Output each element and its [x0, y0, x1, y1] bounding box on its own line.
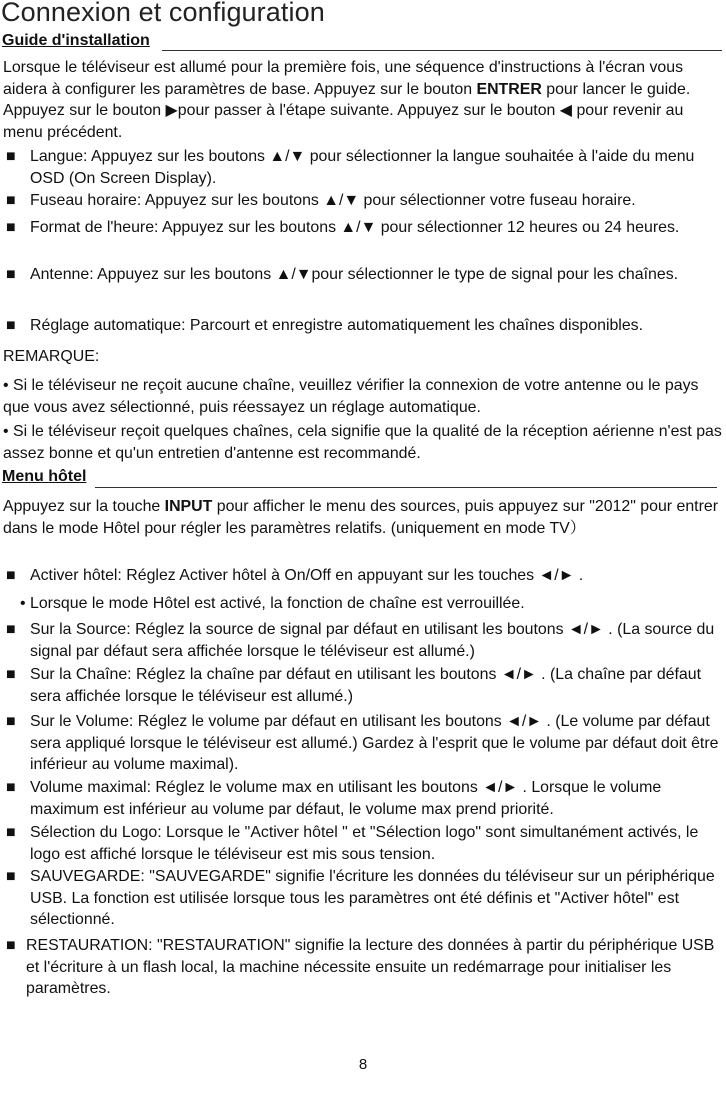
note-label: REMARQUE: [3, 348, 100, 365]
page-title: Connexion et configuration [1, 0, 325, 27]
hotel-item-activer: ■ Activer hôtel: Réglez Activer hôtel à On/Off en appuyant sur les touches ◄/► . [6, 565, 722, 587]
enter-key-label: ENTRER [476, 80, 542, 98]
hotel-item-volume: ■ Sur le Volume: Réglez le volume par défaut en utilisant les boutons ◄/► . (Le volume par défaut sera appliqué lorsque le téléviseur est allumé.) Gardez à l'esprit que le volume par défaut doit être inférieur au volume maximal). [6, 713, 719, 774]
square-bullet-icon: ■ [6, 666, 16, 683]
hotel-item-restauration: ■ RESTAURATION: "RESTAURATION" signifie la lecture des données à partir du périphérique USB et l'écriture à un flash local, la machine nécessite ensuite un redémarrage pour initialiser les paramètres. [6, 937, 715, 998]
hotel-item-source: ■ Sur la Source: Réglez la source de signal par défaut en utilisant les boutons ◄/► . (La source du signal par défaut sera affichée lorsque le téléviseur est allumé.) [6, 621, 715, 660]
square-bullet-icon: ■ [6, 148, 16, 165]
input-key-label: INPUT [164, 498, 213, 515]
guide-item-antenne: ■ Antenne: Appuyez sur les boutons ▲/▼pour sélectionner le type de signal pour les chaînes. [6, 264, 722, 286]
section-rule-guide [162, 50, 722, 51]
hotel-item-sauvegarde: ■ SAUVEGARDE: "SAUVEGARDE" signifie l'écriture les données du téléviseur sur un périphérique USB. La fonction est utilisée lorsque tous les paramètres ont été définis et "Activer hôtel" est sélectionné. [6, 868, 715, 929]
section-heading-guide: Guide d'installation [2, 32, 150, 49]
right-arrow-icon: ▶ [165, 102, 178, 120]
square-bullet-icon: ■ [6, 868, 16, 885]
guide-item-format-heure: ■ Format de l'heure: Appuyez sur les boutons ▲/▼ pour sélectionner 12 heures ou 24 heures. [6, 217, 722, 239]
hotel-subnote: • Lorsque le mode Hôtel est activé, la fonction de chaîne est verrouillée. [20, 595, 525, 612]
square-bullet-icon: ■ [6, 192, 16, 209]
square-bullet-icon: ■ [6, 219, 16, 236]
note-item: • Si le téléviseur ne reçoit aucune chaîne, veuillez vérifier la connexion de votre antenne ou le pays que vous avez sélectionné, puis réessayez un réglage automatique. [3, 377, 699, 416]
hotel-item-logo: ■ Sélection du Logo: Lorsque le "Activer hôtel " et "Sélection logo" sont simultanément activés, le logo est affiché lorsque le téléviseur est mis sous tension. [6, 824, 699, 863]
section-rule-hotel [95, 487, 717, 488]
square-bullet-icon: ■ [6, 567, 16, 584]
page-number: 8 [358, 1056, 368, 1073]
square-bullet-icon: ■ [6, 621, 16, 638]
hotel-intro: Appuyez sur la touche INPUT pour afficher le menu des sources, puis appuyez sur "2012" pour entrer dans le mode Hôtel pour régler les paramètres relatifs. (uniquement en mode TV） [3, 498, 718, 537]
note-item: • Si le téléviseur reçoit quelques chaînes, cela signifie que la qualité de la réception aérienne n'est pas assez bonne et qu'un entretien d'antenne est recommandé. [3, 423, 722, 462]
hotel-item-volume-max: ■ Volume maximal: Réglez le volume max en utilisant les boutons ◄/► . Lorsque le volume maximum est inférieur au volume par défaut, le volume max prend priorité. [6, 779, 662, 818]
square-bullet-icon: ■ [6, 824, 16, 841]
square-bullet-icon: ■ [6, 713, 16, 730]
square-bullet-icon: ■ [6, 317, 16, 334]
guide-item-langue: ■ Langue: Appuyez sur les boutons ▲/▼ pour sélectionner la langue souhaitée à l'aide du menu OSD (On Screen Display). [6, 148, 695, 187]
square-bullet-icon: ■ [6, 779, 16, 796]
guide-item-fuseau: ■ Fuseau horaire: Appuyez sur les boutons ▲/▼ pour sélectionner votre fuseau horaire. [6, 190, 722, 212]
guide-intro: Lorsque le téléviseur est allumé pour la première fois, une séquence d'instructions à l'écran vous aidera à configurer les paramètres de base. Appuyez sur le bouton ENTRER pour lancer le guide. Appuyez sur le bouton ▶pour passer à l'étape suivante. Appuyez sur le bouton ◀ pour revenir au menu précédent. [3, 59, 691, 141]
section-heading-hotel: Menu hôtel [2, 468, 87, 485]
left-arrow-icon: ◀ [559, 102, 573, 120]
square-bullet-icon: ■ [6, 266, 16, 283]
hotel-item-chaine: ■ Sur la Chaîne: Réglez la chaîne par défaut en utilisant les boutons ◄/► . (La chaîne par défaut sera affichée lorsque le téléviseur est allumé.) [6, 666, 702, 705]
square-bullet-icon: ■ [6, 937, 16, 954]
guide-item-reglage-auto: ■ Réglage automatique: Parcourt et enregistre automatiquement les chaînes disponibles. [6, 315, 722, 337]
